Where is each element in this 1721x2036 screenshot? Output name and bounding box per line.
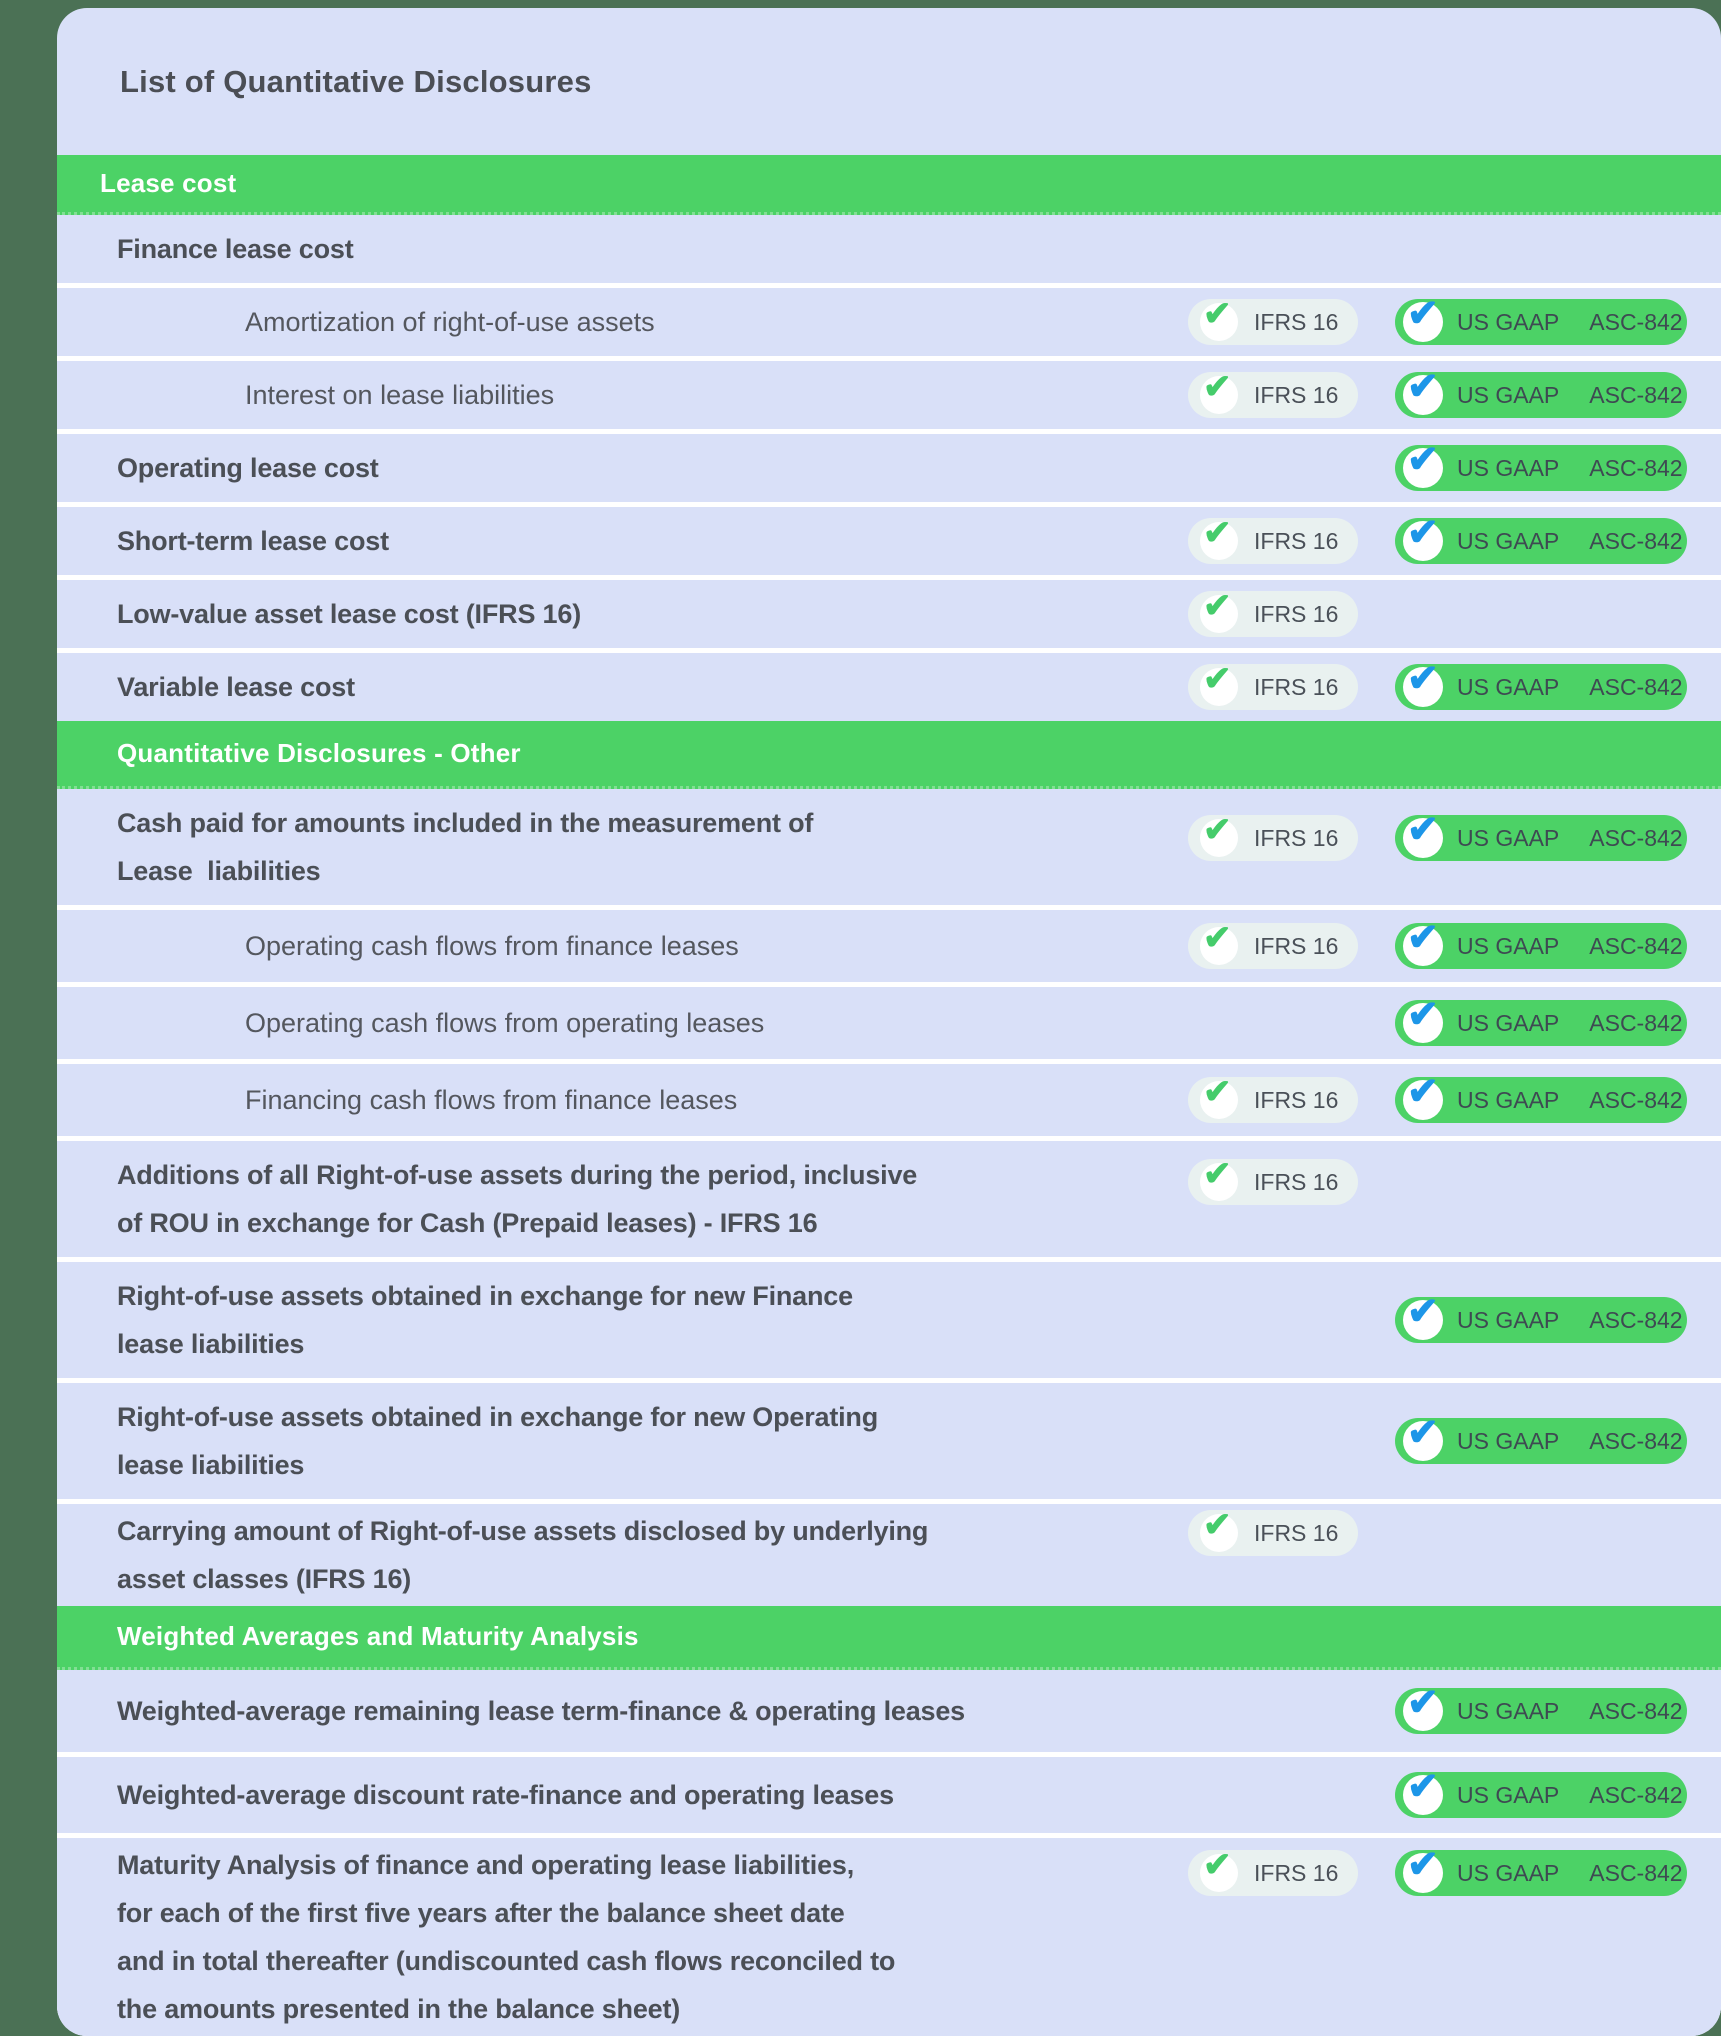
green-check-icon: ✔ — [1200, 668, 1238, 706]
disclosure-list — [57, 155, 1721, 2036]
badge-label-asc-842: ASC-842 — [1589, 932, 1683, 959]
row-op-cf-finance — [57, 910, 1721, 982]
row-label-line: for each of the first five years after the balance sheet date — [117, 1898, 845, 1928]
badge-label-us-gaap: US GAAP — [1457, 1859, 1560, 1886]
row-maturity-analysis — [57, 1838, 1721, 2036]
badge-label-us-gaap: US GAAP — [1457, 527, 1560, 554]
row-label-line: Maturity Analysis of finance and operating lease liabilities, — [117, 1850, 854, 1880]
badge-label-asc-842: ASC-842 — [1589, 1306, 1683, 1333]
green-check-icon: ✔ — [1200, 303, 1238, 341]
green-check-icon: ✔ — [1200, 522, 1238, 560]
row-fin-cf-finance — [57, 1064, 1721, 1136]
blue-check-icon: ✔ — [1403, 521, 1443, 561]
badge-label: IFRS 16 — [1254, 932, 1339, 959]
badge-label-asc-842: ASC-842 — [1589, 1427, 1683, 1454]
row-label-line: Weighted-average discount rate-finance and operating leases — [117, 1780, 894, 1810]
badge-label: IFRS 16 — [1254, 308, 1339, 335]
row-label-line: the amounts presented in the balance sheet) — [117, 1994, 681, 2024]
green-check-icon: ✔ — [1200, 1854, 1238, 1892]
row-label-line: Right-of-use assets obtained in exchange for new Finance — [117, 1281, 853, 1311]
row-additions-rou — [57, 1141, 1721, 1257]
us-gaap-asc842-badge — [1395, 1291, 1687, 1343]
ifrs-16-badge — [1188, 1846, 1358, 1896]
row-rou-new-finance — [57, 1262, 1721, 1378]
badge-label-asc-842: ASC-842 — [1589, 527, 1683, 554]
badge-label-asc-842: ASC-842 — [1589, 308, 1683, 335]
badge-label-asc-842: ASC-842 — [1589, 1697, 1683, 1724]
badge-label-us-gaap: US GAAP — [1457, 1697, 1560, 1724]
section-rows — [57, 215, 1721, 721]
ifrs-16-badge — [1188, 811, 1358, 861]
row-operating-lease-cost — [57, 434, 1721, 502]
us-gaap-asc842-badge — [1395, 994, 1687, 1046]
row-label-line: Lease liabilities — [117, 856, 321, 886]
row-label-line: Additions of all Right-of-use assets during the period, inclusive — [117, 1160, 918, 1190]
row-label — [117, 225, 1721, 273]
blue-check-icon: ✔ — [1403, 448, 1443, 488]
row-label-line: Low-value asset lease cost (IFRS 16) — [117, 599, 581, 629]
row-label-line: Weighted-average remaining lease term-finance & operating leases — [117, 1696, 965, 1726]
badge-label-asc-842: ASC-842 — [1589, 381, 1683, 408]
ifrs-16-badge — [1188, 1155, 1358, 1205]
row-label-line: Right-of-use assets obtained in exchange for new Operating — [117, 1402, 879, 1432]
badge-label: IFRS 16 — [1254, 1168, 1339, 1195]
row-label — [117, 1507, 1721, 1603]
blue-check-icon: ✔ — [1403, 1421, 1443, 1461]
row-label-line: Operating cash flows from operating leases — [245, 1008, 765, 1038]
ifrs-16-badge — [1188, 514, 1358, 564]
green-check-icon: ✔ — [1200, 819, 1238, 857]
badge-label-us-gaap: US GAAP — [1457, 673, 1560, 700]
row-label-line: and in total thereafter (undiscounted cash flows reconciled to — [117, 1946, 896, 1976]
badge-label-us-gaap: US GAAP — [1457, 1086, 1560, 1113]
us-gaap-asc842-badge — [1395, 1844, 1687, 1896]
page-title: List of Quantitative Disclosures — [120, 63, 592, 99]
us-gaap-asc842-badge — [1395, 512, 1687, 564]
us-gaap-asc842-badge — [1395, 1412, 1687, 1464]
us-gaap-asc842-badge — [1395, 293, 1687, 345]
row-finance-lease-cost — [57, 215, 1721, 283]
blue-check-icon: ✔ — [1403, 1003, 1443, 1043]
us-gaap-asc842-badge — [1395, 658, 1687, 710]
row-label-line: Finance lease cost — [117, 234, 354, 264]
green-check-icon: ✔ — [1200, 595, 1238, 633]
blue-check-icon: ✔ — [1403, 667, 1443, 707]
row-amortization-rou — [57, 288, 1721, 356]
blue-check-icon: ✔ — [1403, 1775, 1443, 1815]
row-op-cf-operating — [57, 987, 1721, 1059]
ifrs-16-badge — [1188, 1073, 1358, 1123]
blue-check-icon: ✔ — [1403, 375, 1443, 415]
ifrs-16-badge — [1188, 660, 1358, 710]
badge-label: IFRS 16 — [1254, 673, 1339, 700]
us-gaap-asc842-badge — [1395, 809, 1687, 861]
us-gaap-asc842-badge — [1395, 439, 1687, 491]
green-check-icon: ✔ — [1200, 927, 1238, 965]
blue-check-icon: ✔ — [1403, 1080, 1443, 1120]
section-rows — [57, 789, 1721, 1606]
row-wa-remaining-term — [57, 1670, 1721, 1752]
section-header-band — [57, 155, 1721, 215]
section-rows — [57, 1670, 1721, 2036]
blue-check-icon: ✔ — [1403, 926, 1443, 966]
row-short-term-lease-cost — [57, 507, 1721, 575]
blue-check-icon: ✔ — [1403, 1300, 1443, 1340]
badge-label-us-gaap: US GAAP — [1457, 308, 1560, 335]
green-check-icon: ✔ — [1200, 1163, 1238, 1201]
ifrs-16-badge — [1188, 368, 1358, 418]
ifrs-16-badge — [1188, 295, 1358, 345]
us-gaap-asc842-badge — [1395, 1682, 1687, 1734]
section-header-label: Quantitative Disclosures - Other — [117, 738, 521, 768]
section-header-label: Lease cost — [100, 168, 237, 198]
row-label-line: Cash paid for amounts included in the measurement of — [117, 808, 814, 838]
section-header-band — [57, 1606, 1721, 1670]
row-label-line: Operating cash flows from finance leases — [245, 931, 739, 961]
badge-label-us-gaap: US GAAP — [1457, 454, 1560, 481]
badge-label-asc-842: ASC-842 — [1589, 454, 1683, 481]
badge-label-asc-842: ASC-842 — [1589, 1086, 1683, 1113]
blue-check-icon: ✔ — [1403, 1853, 1443, 1893]
row-variable-lease-cost — [57, 653, 1721, 721]
badge-label: IFRS 16 — [1254, 600, 1339, 627]
badge-label-asc-842: ASC-842 — [1589, 1009, 1683, 1036]
badge-label-us-gaap: US GAAP — [1457, 381, 1560, 408]
us-gaap-asc842-badge — [1395, 1071, 1687, 1123]
row-label-line: Carrying amount of Right-of-use assets disclosed by underlying — [117, 1516, 929, 1546]
blue-check-icon: ✔ — [1403, 302, 1443, 342]
badge-label-us-gaap: US GAAP — [1457, 824, 1560, 851]
section-header-band — [57, 721, 1721, 789]
row-label-line: Financing cash flows from finance leases — [245, 1085, 738, 1115]
row-label — [117, 590, 1721, 638]
badge-label: IFRS 16 — [1254, 1519, 1339, 1546]
blue-check-icon: ✔ — [1403, 1691, 1443, 1731]
ifrs-16-badge — [1188, 1506, 1358, 1556]
row-label-line: of ROU in exchange for Cash (Prepaid leases) - IFRS 16 — [117, 1208, 818, 1238]
row-label-line: Variable lease cost — [117, 672, 355, 702]
row-label-line: Interest on lease liabilities — [245, 380, 555, 410]
ifrs-16-badge — [1188, 587, 1358, 637]
badge-label-asc-842: ASC-842 — [1589, 1781, 1683, 1808]
badge-label: IFRS 16 — [1254, 1086, 1339, 1113]
us-gaap-asc842-badge — [1395, 1766, 1687, 1818]
badge-label: IFRS 16 — [1254, 381, 1339, 408]
row-wa-discount-rate — [57, 1757, 1721, 1833]
row-label-line: lease liabilities — [117, 1329, 305, 1359]
badge-label-us-gaap: US GAAP — [1457, 1781, 1560, 1808]
badge-label-us-gaap: US GAAP — [1457, 932, 1560, 959]
row-interest-liabilities — [57, 361, 1721, 429]
row-rou-new-operating — [57, 1383, 1721, 1499]
green-check-icon: ✔ — [1200, 1081, 1238, 1119]
green-check-icon: ✔ — [1200, 376, 1238, 414]
row-low-value-lease-cost — [57, 580, 1721, 648]
badge-label-us-gaap: US GAAP — [1457, 1306, 1560, 1333]
badge-label-asc-842: ASC-842 — [1589, 673, 1683, 700]
badge-label: IFRS 16 — [1254, 527, 1339, 554]
row-label — [117, 1151, 1721, 1247]
row-carrying-amount — [57, 1504, 1721, 1606]
us-gaap-asc842-badge — [1395, 366, 1687, 418]
badge-label-asc-842: ASC-842 — [1589, 824, 1683, 851]
row-label-line: Short-term lease cost — [117, 526, 389, 556]
badge-label: IFRS 16 — [1254, 1859, 1339, 1886]
row-label-line: asset classes (IFRS 16) — [117, 1564, 412, 1594]
green-check-icon: ✔ — [1200, 1514, 1238, 1552]
row-label-line: Operating lease cost — [117, 453, 379, 483]
title-bar — [57, 8, 1721, 155]
ifrs-16-badge — [1188, 919, 1358, 969]
badge-label-us-gaap: US GAAP — [1457, 1427, 1560, 1454]
row-cash-paid — [57, 789, 1721, 905]
row-label-line: Amortization of right-of-use assets — [245, 307, 655, 337]
disclosure-card — [57, 8, 1721, 2036]
blue-check-icon: ✔ — [1403, 818, 1443, 858]
badge-label-asc-842: ASC-842 — [1589, 1859, 1683, 1886]
row-label-line: lease liabilities — [117, 1450, 305, 1480]
badge-label-us-gaap: US GAAP — [1457, 1009, 1560, 1036]
badge-label: IFRS 16 — [1254, 824, 1339, 851]
us-gaap-asc842-badge — [1395, 917, 1687, 969]
section-header-label: Weighted Averages and Maturity Analysis — [117, 1621, 639, 1651]
